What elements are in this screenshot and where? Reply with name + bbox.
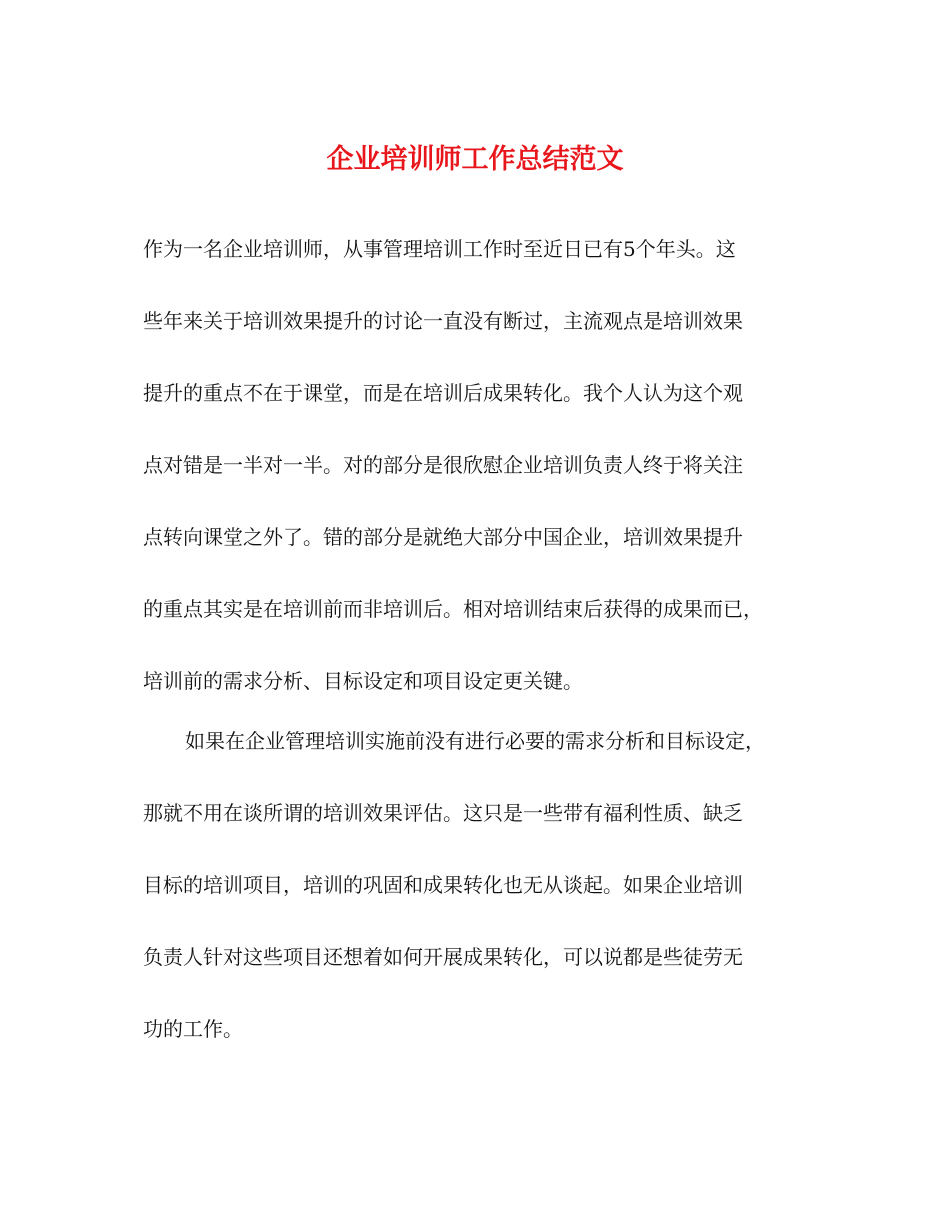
paragraph-1-line-2: 些年来关于培训效果提升的讨论一直没有断过，主流观点是培训效果 [143,309,743,333]
paragraph-1-line-1: 作为一名企业培训师，从事管理培训工作时至近日已有5个年头。这 [143,237,736,261]
paragraph-2-line-1: 如果在企业管理培训实施前没有进行必要的需求分析和目标设定， [185,729,765,753]
paragraph-2-line-3: 目标的培训项目，培训的巩固和成果转化也无从谈起。如果企业培训 [143,873,743,897]
paragraph-1-line-3: 提升的重点不在于课堂，而是在培训后成果转化。我个人认为这个观 [143,381,743,405]
paragraph-2-line-5: 功的工作。 [143,1017,243,1041]
document-title: 企业培训师工作总结范文 [326,144,624,175]
paragraph-1 [143,213,813,717]
paragraph-1-line-4: 点对错是一半对一半。对的部分是很欣慰企业培训负责人终于将关注 [143,453,743,477]
paragraph-2 [143,705,813,1065]
paragraph-1-line-5: 点转向课堂之外了。错的部分是就绝大部分中国企业，培训效果提升 [143,525,743,549]
paragraph-2-line-2: 那就不用在谈所谓的培训效果评估。这只是一些带有福利性质、缺乏 [143,801,743,825]
paragraph-1-line-7: 培训前的需求分析、目标设定和项目设定更关键。 [143,669,583,693]
paragraph-2-line-4: 负责人针对这些项目还想着如何开展成果转化，可以说都是些徒劳无 [143,945,743,969]
paragraph-1-line-6: 的重点其实是在培训前而非培训后。相对培训结束后获得的成果而已， [143,597,763,621]
